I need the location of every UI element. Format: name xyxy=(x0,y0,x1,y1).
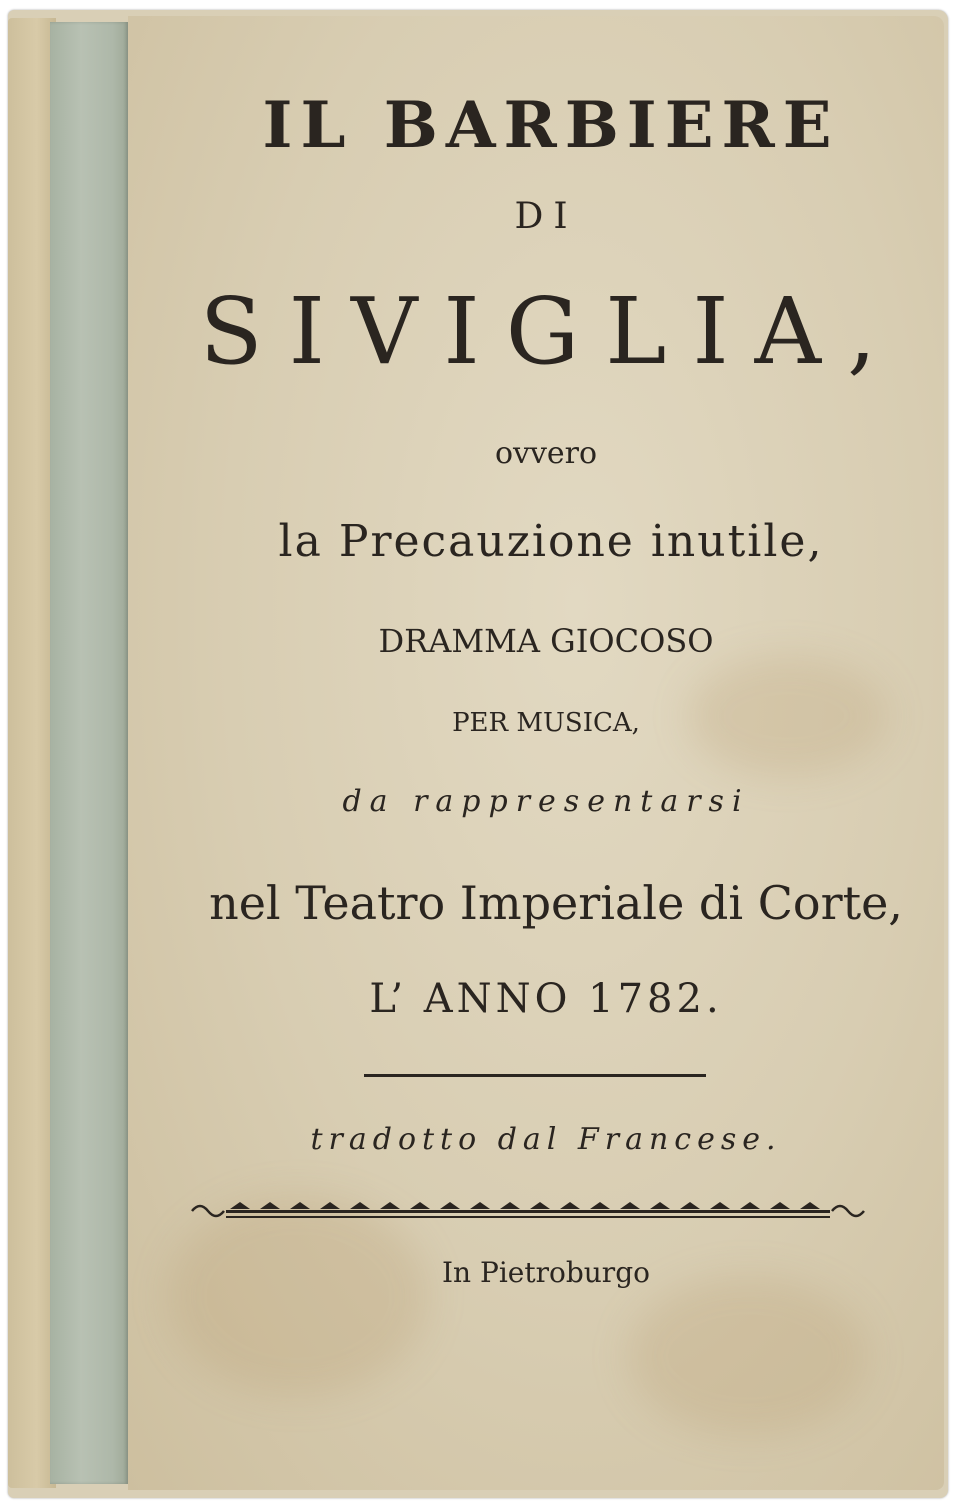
title-line-3: SIVIGLIA, xyxy=(199,278,903,385)
book-edge xyxy=(8,18,56,1488)
paper-stain xyxy=(628,1276,868,1436)
book-cover xyxy=(8,10,948,1498)
paper-stain xyxy=(168,1196,428,1396)
connector-text: ovvero xyxy=(494,436,598,471)
genre-text: DRAMMA GIOCOSO xyxy=(378,622,714,660)
venue-text: nel Teatro Imperiale di Corte, xyxy=(209,876,903,930)
printers-ornament xyxy=(186,1196,870,1226)
divider-rule xyxy=(364,1074,706,1077)
performance-line: da rappresentarsi xyxy=(342,784,750,819)
imprint-text: In Pietroburgo xyxy=(442,1256,650,1289)
translation-note: tradotto dal Francese. xyxy=(310,1122,782,1157)
year-line: L’ ANNO 1782. xyxy=(369,976,723,1022)
title-line-1: IL BARBIERE xyxy=(262,88,840,163)
subtitle: la Precauzione inutile, xyxy=(278,516,824,567)
genre-suffix: PER MUSICA, xyxy=(452,708,640,738)
spine-binding xyxy=(50,22,128,1484)
title-line-2: DI xyxy=(514,196,578,237)
title-page xyxy=(128,16,944,1490)
